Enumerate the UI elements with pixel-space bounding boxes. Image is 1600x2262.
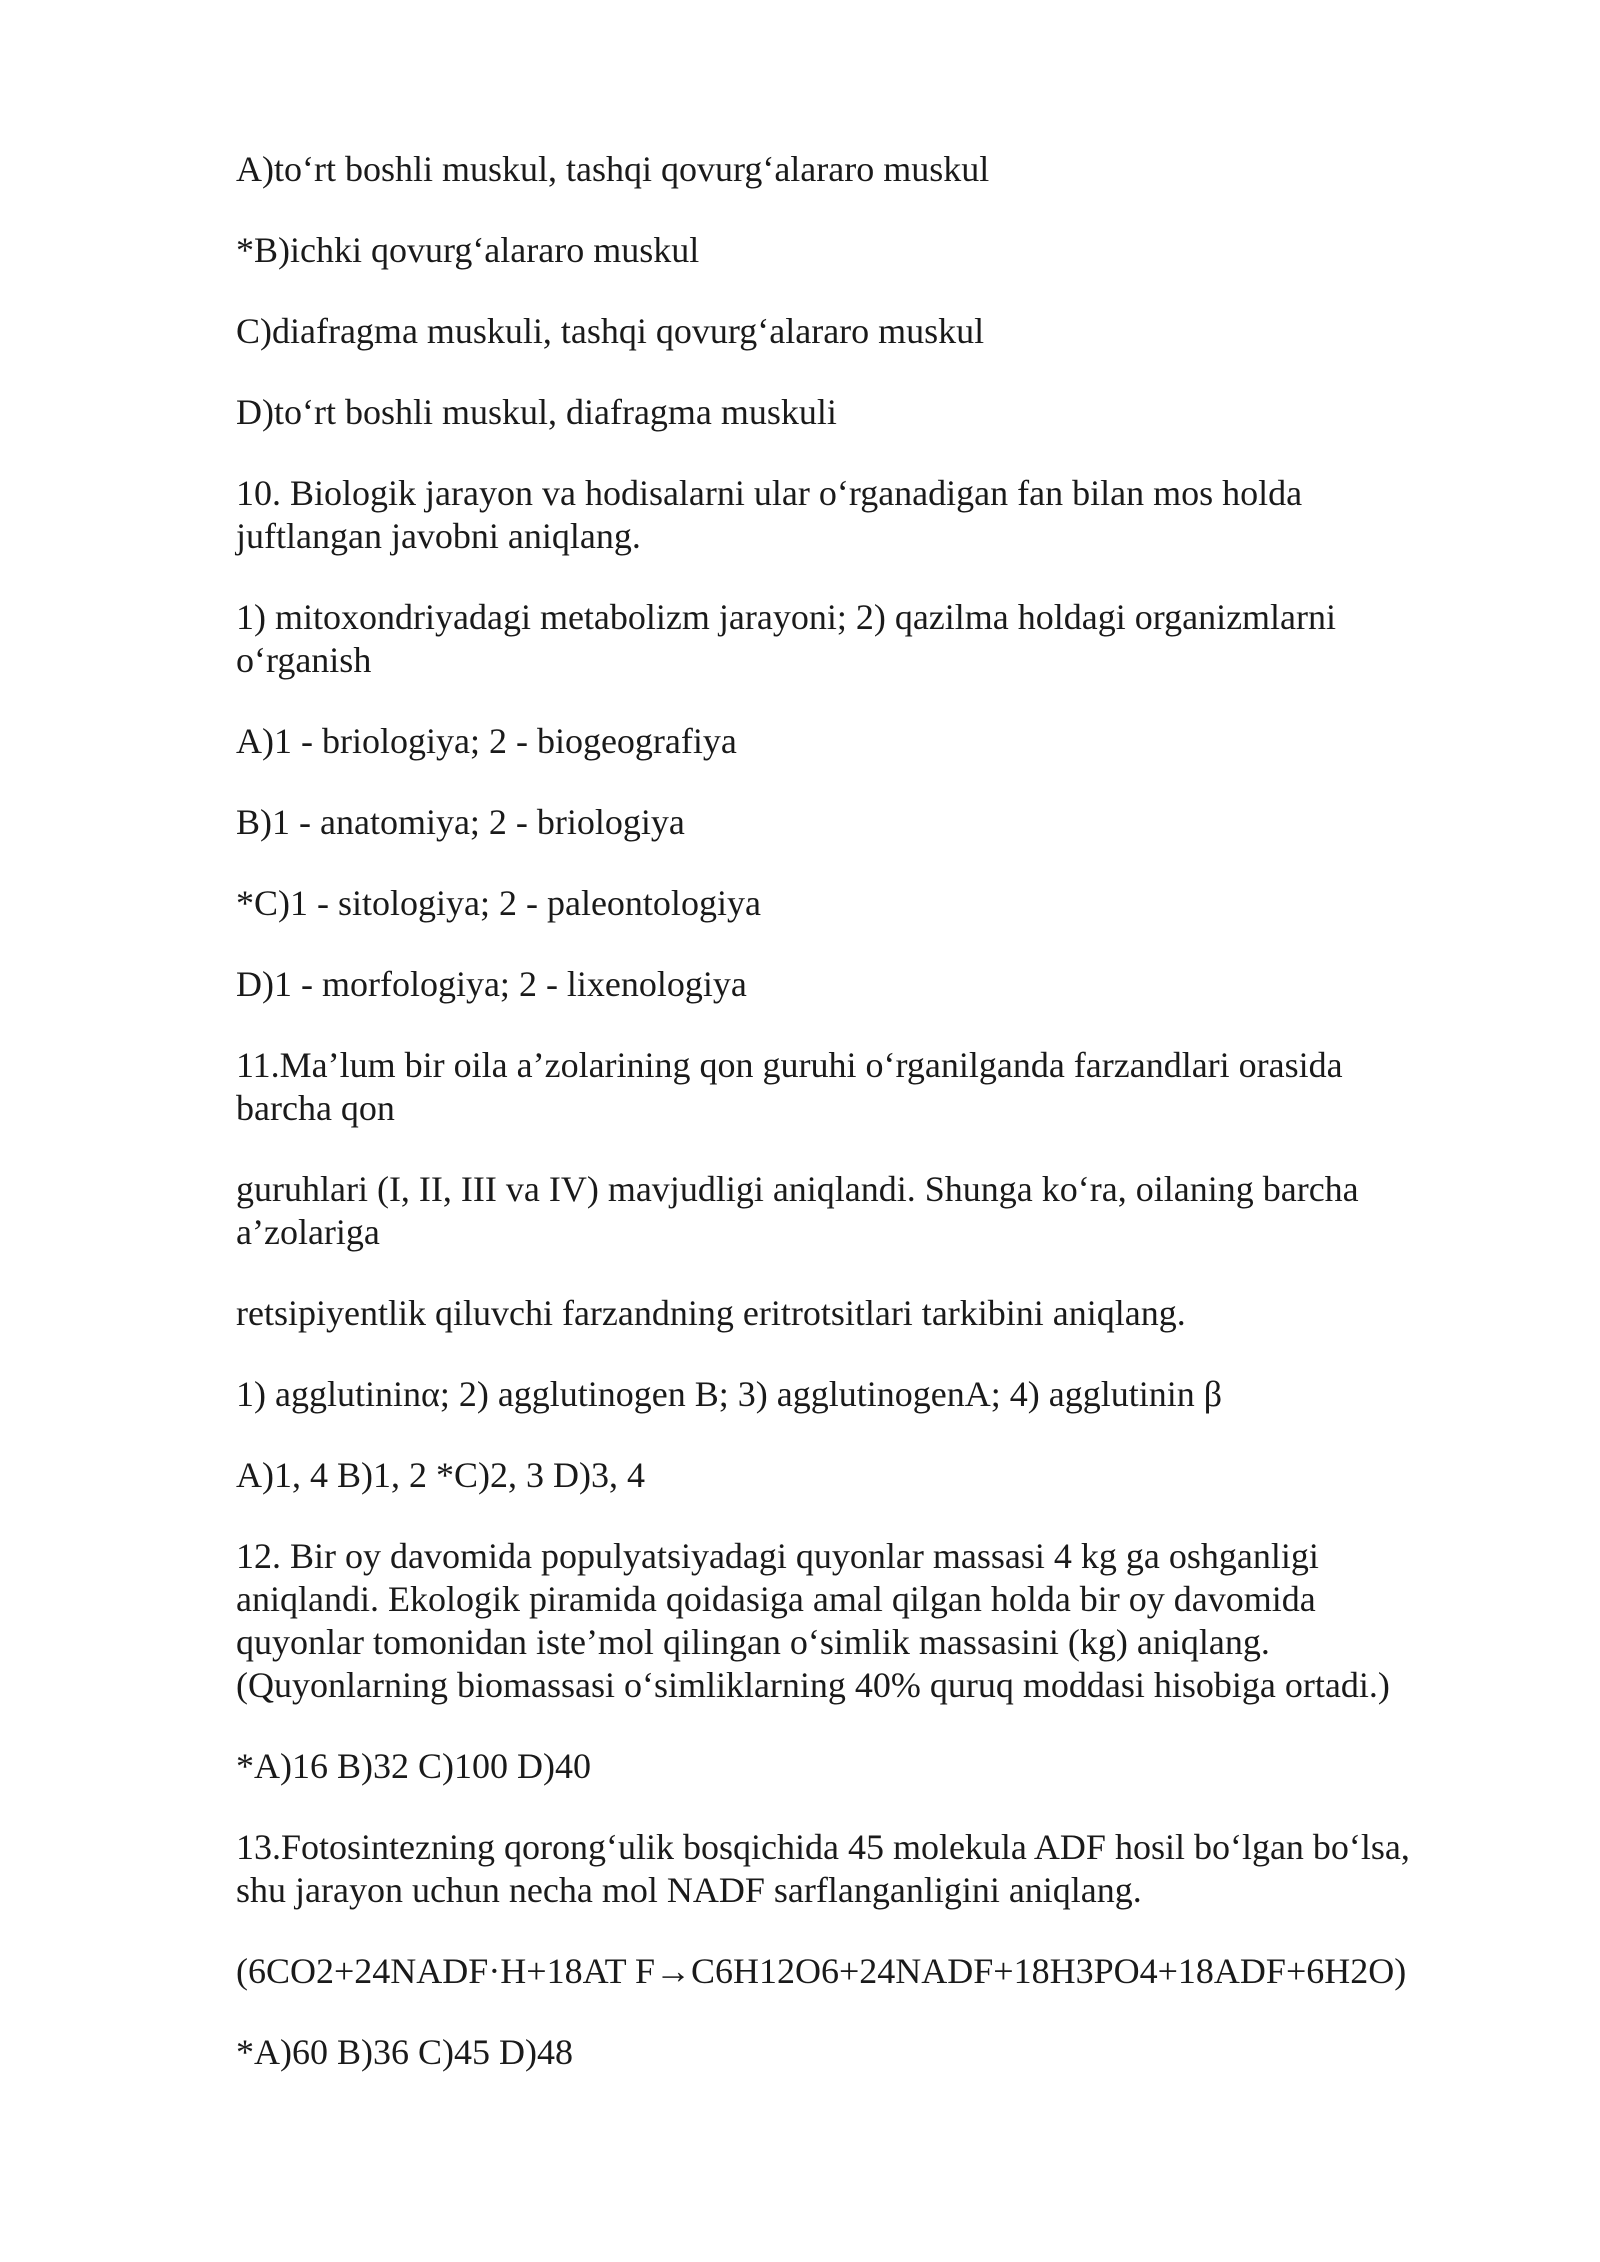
question-10-option-c-correct: *C)1 - sitologiya; 2 - paleontologiya — [236, 883, 761, 923]
question-11-options: A)1, 4 B)1, 2 *C)2, 3 D)3, 4 — [236, 1455, 645, 1495]
answer-option-b-correct: *B)ichki qovurg‘alararo muskul — [236, 230, 700, 270]
question-11-part-2: guruhlari (I, II, III va IV) mavjudligi aniqlandi. Shunga ko‘ra, oilaning barcha a’zolariga — [236, 1169, 1359, 1252]
document-body — [236, 148, 1476, 2112]
question-10: 10. Biologik jarayon va hodisalarni ular o‘rganadigan fan bilan mos holda juftlangan javobni aniqlang. — [236, 473, 1303, 556]
answer-option-a: A)to‘rt boshli muskul, tashqi qovurg‘alararo muskul — [236, 149, 990, 189]
question-13-equation: (6CO2+24NADF·H+18AT F→C6H12O6+24NADF+18H3PO4+18ADF+6H2O) — [236, 1951, 1407, 1991]
question-10-items: 1) mitoxondriyadagi metabolizm jarayoni; 2) qazilma holdagi organizmlarni o‘rganish — [236, 597, 1337, 680]
question-11-part-3: retsipiyentlik qiluvchi farzandning eritrotsitlari tarkibini aniqlang. — [236, 1293, 1186, 1333]
question-11-part-1: 11.Ma’lum bir oila a’zolarining qon guruhi o‘rganilganda farzandlari orasida barcha qon — [236, 1045, 1343, 1128]
question-10-option-b: B)1 - anatomiya; 2 - briologiya — [236, 802, 685, 842]
question-10-option-a: A)1 - briologiya; 2 - biogeografiya — [236, 721, 737, 761]
question-13: 13.Fotosintezning qorong‘ulik bosqichida 45 molekula ADF hosil bo‘lgan bo‘lsa, shu jarayon uchun necha mol NADF sarflanganligini aniqlang. — [236, 1827, 1410, 1910]
question-12: 12. Bir oy davomida populyatsiyadagi quyonlar massasi 4 kg ga oshganligi aniqlandi. Ekologik piramida qoidasiga amal qilgan holda bir oy davomida quyonlar tomonidan iste’mol qilingan o‘simlik massasini (kg) aniqlang. (Quyonlarning biomassasi o‘simliklarning 40% quruq moddasi hisobiga ortadi.) — [236, 1536, 1390, 1705]
question-11-items: 1) agglutininα; 2) agglutinogen B; 3) agglutinogenA; 4) agglutinin β — [236, 1374, 1223, 1414]
question-12-options: *A)16 B)32 C)100 D)40 — [236, 1746, 591, 1786]
question-13-options: *A)60 B)36 C)45 D)48 — [236, 2032, 573, 2072]
answer-option-c: C)diafragma muskuli, tashqi qovurg‘alararo muskul — [236, 311, 985, 351]
answer-option-d: D)to‘rt boshli muskul, diafragma muskuli — [236, 392, 837, 432]
question-10-option-d: D)1 - morfologiya; 2 - lixenologiya — [236, 964, 747, 1004]
